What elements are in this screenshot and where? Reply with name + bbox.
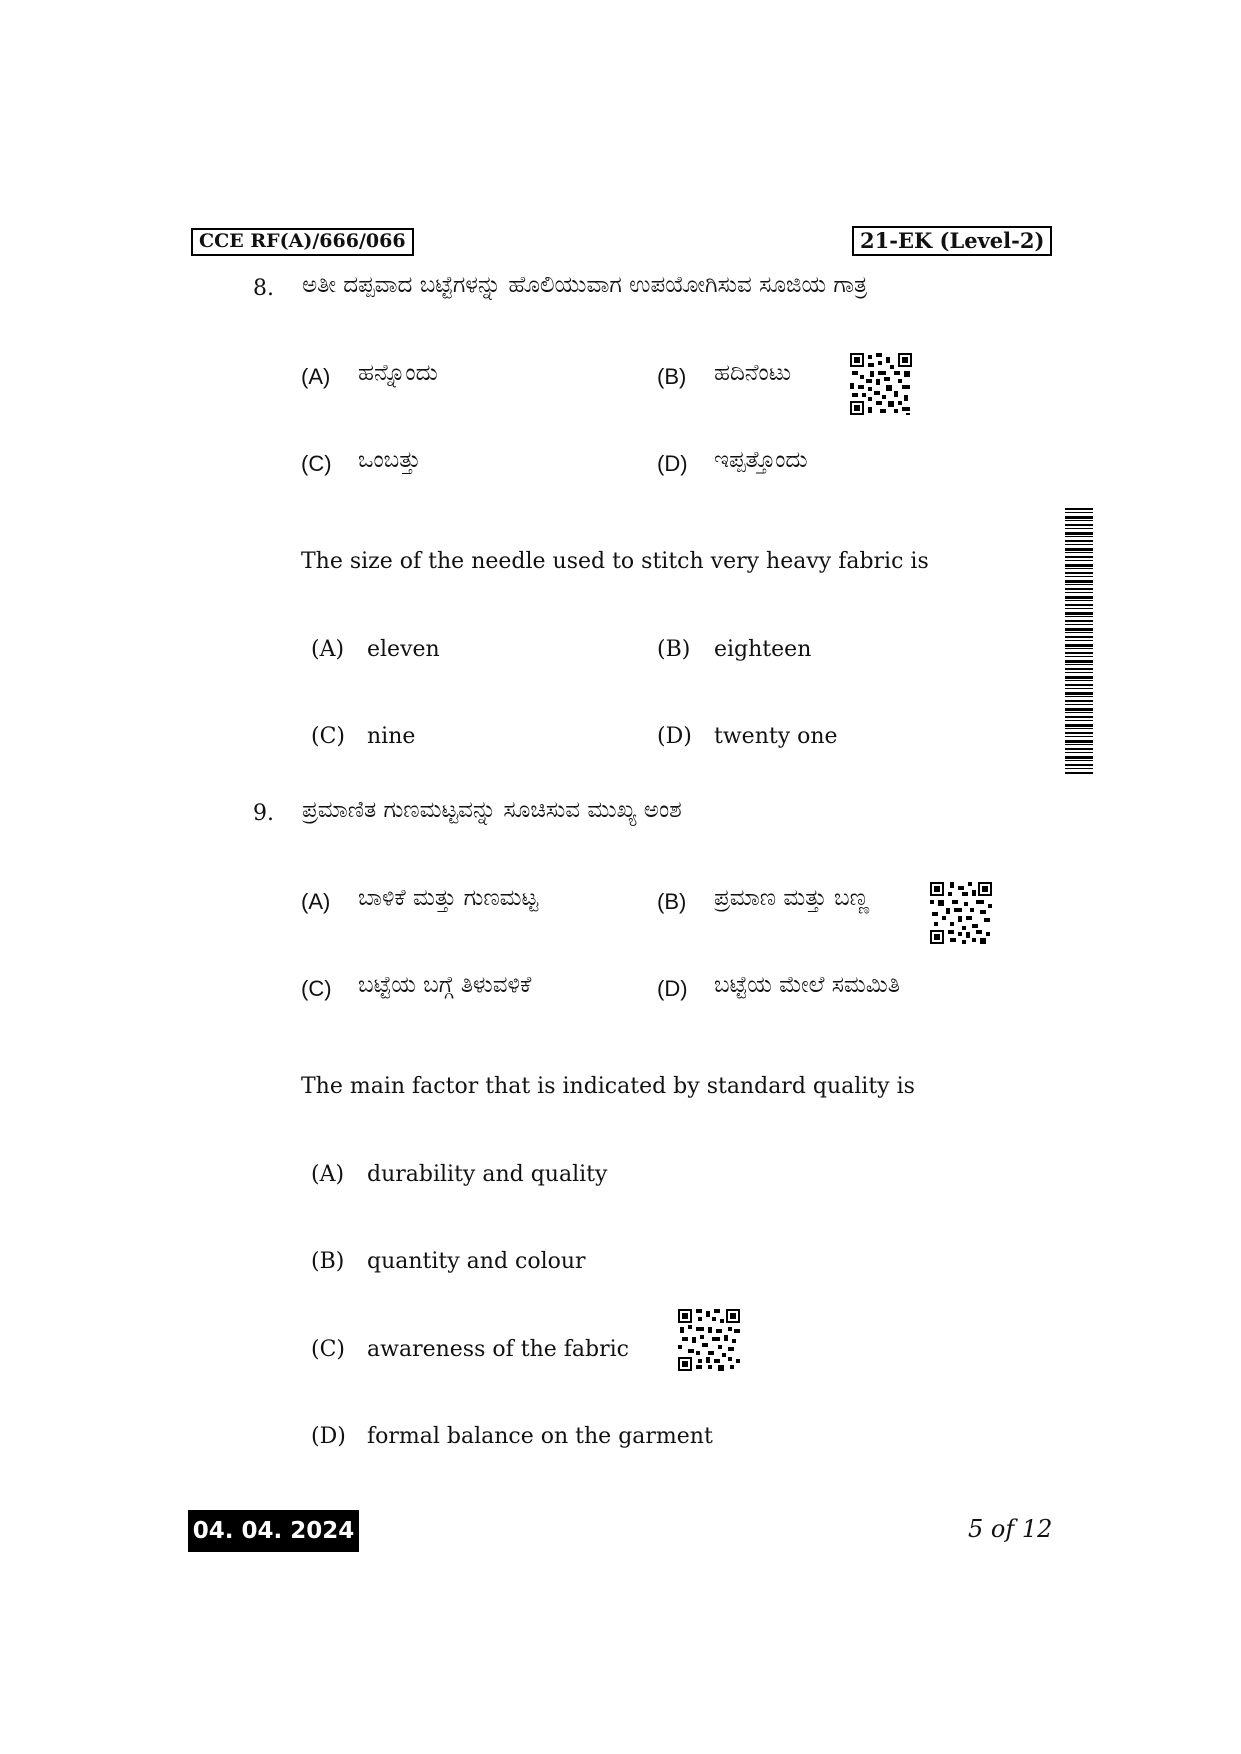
barcode-icon: [1065, 508, 1093, 774]
q9-kn-option-a-text: ಬಾಳಿಕೆ ಮತ್ತು ಗುಣಮಟ್ಟ: [358, 885, 539, 911]
q8-en-option-b-label: (B): [657, 637, 691, 662]
q9-kn-option-b-label: (B): [657, 889, 687, 914]
q9-en-option-b-text: quantity and colour: [367, 1249, 586, 1274]
qr-code-icon: [930, 882, 992, 944]
paper-code: CCE RF(A)/666/066: [191, 228, 414, 256]
q8-kn-option-c-label: (C): [301, 451, 332, 476]
q9-en-option-d-text: formal balance on the garment: [367, 1424, 713, 1449]
q8-en-option-c-text: nine: [367, 724, 416, 749]
q9-kn-option-c-text: ಬಟ್ಟೆಯ ಬಗ್ಗೆ ತಿಳುವಳಿಕೆ: [358, 972, 532, 998]
question-9-number: 9.: [253, 801, 274, 826]
question-9-english-text: The main factor that is indicated by standard quality is: [301, 1074, 915, 1099]
q8-en-option-d-text: twenty one: [714, 724, 838, 749]
q8-kn-option-a-label: (A): [301, 364, 331, 389]
q8-en-option-b-text: eighteen: [714, 637, 812, 662]
qr-code-icon: [678, 1309, 740, 1371]
q8-kn-option-c-text: ಒಂಬತ್ತು: [358, 447, 421, 473]
q9-en-option-a-text: durability and quality: [367, 1162, 608, 1187]
q9-kn-option-d-text: ಬಟ್ಟೆಯ ಮೇಲೆ ಸಮಮಿತಿ: [714, 972, 900, 998]
q9-en-option-b-label: (B): [311, 1249, 345, 1274]
qr-code-icon: [850, 353, 912, 415]
q8-kn-option-d-label: (D): [657, 451, 688, 476]
q8-kn-option-b-label: (B): [657, 364, 687, 389]
page-number: 5 of 12: [968, 1515, 1053, 1543]
q9-en-option-c-text: awareness of the fabric: [367, 1337, 629, 1362]
subject-code: 21-EK (Level-2): [852, 226, 1052, 256]
exam-date: 04. 04. 2024: [188, 1510, 359, 1552]
question-9-kannada-text: ಪ್ರಮಾಣಿತ ಗುಣಮಟ್ಟವನ್ನು ಸೂಚಿಸುವ ಮುಖ್ಯ ಅಂಶ: [302, 797, 682, 823]
q8-kn-option-b-text: ಹದಿನೆಂಟು: [714, 360, 792, 386]
question-8-kannada-text: ಅತೀ ದಪ್ಪವಾದ ಬಟ್ಟೆಗಳನ್ನು ಹೊಲಿಯುವಾಗ ಉಪಯೋಗಿಸುವ ಸೂಜಿಯ ಗಾತ್ರ: [302, 272, 868, 298]
question-8-number: 8.: [253, 276, 274, 301]
q9-kn-option-c-label: (C): [301, 976, 332, 1001]
q9-en-option-a-label: (A): [311, 1162, 345, 1187]
q8-en-option-a-label: (A): [311, 637, 345, 662]
q9-kn-option-a-label: (A): [301, 889, 331, 914]
q9-en-option-d-label: (D): [311, 1424, 346, 1449]
q8-en-option-c-label: (C): [311, 724, 345, 749]
q8-en-option-a-text: eleven: [367, 637, 440, 662]
q9-kn-option-d-label: (D): [657, 976, 688, 1001]
q8-kn-option-a-text: ಹನ್ನೊಂದು: [358, 360, 438, 386]
question-8-english-text: The size of the needle used to stitch very heavy fabric is: [301, 549, 929, 574]
q9-kn-option-b-text: ಪ್ರಮಾಣ ಮತ್ತು ಬಣ್ಣ: [714, 885, 870, 911]
q8-kn-option-d-text: ಇಪ್ಪತ್ತೊಂದು: [714, 447, 808, 473]
q9-en-option-c-label: (C): [311, 1337, 345, 1362]
q8-en-option-d-label: (D): [657, 724, 692, 749]
